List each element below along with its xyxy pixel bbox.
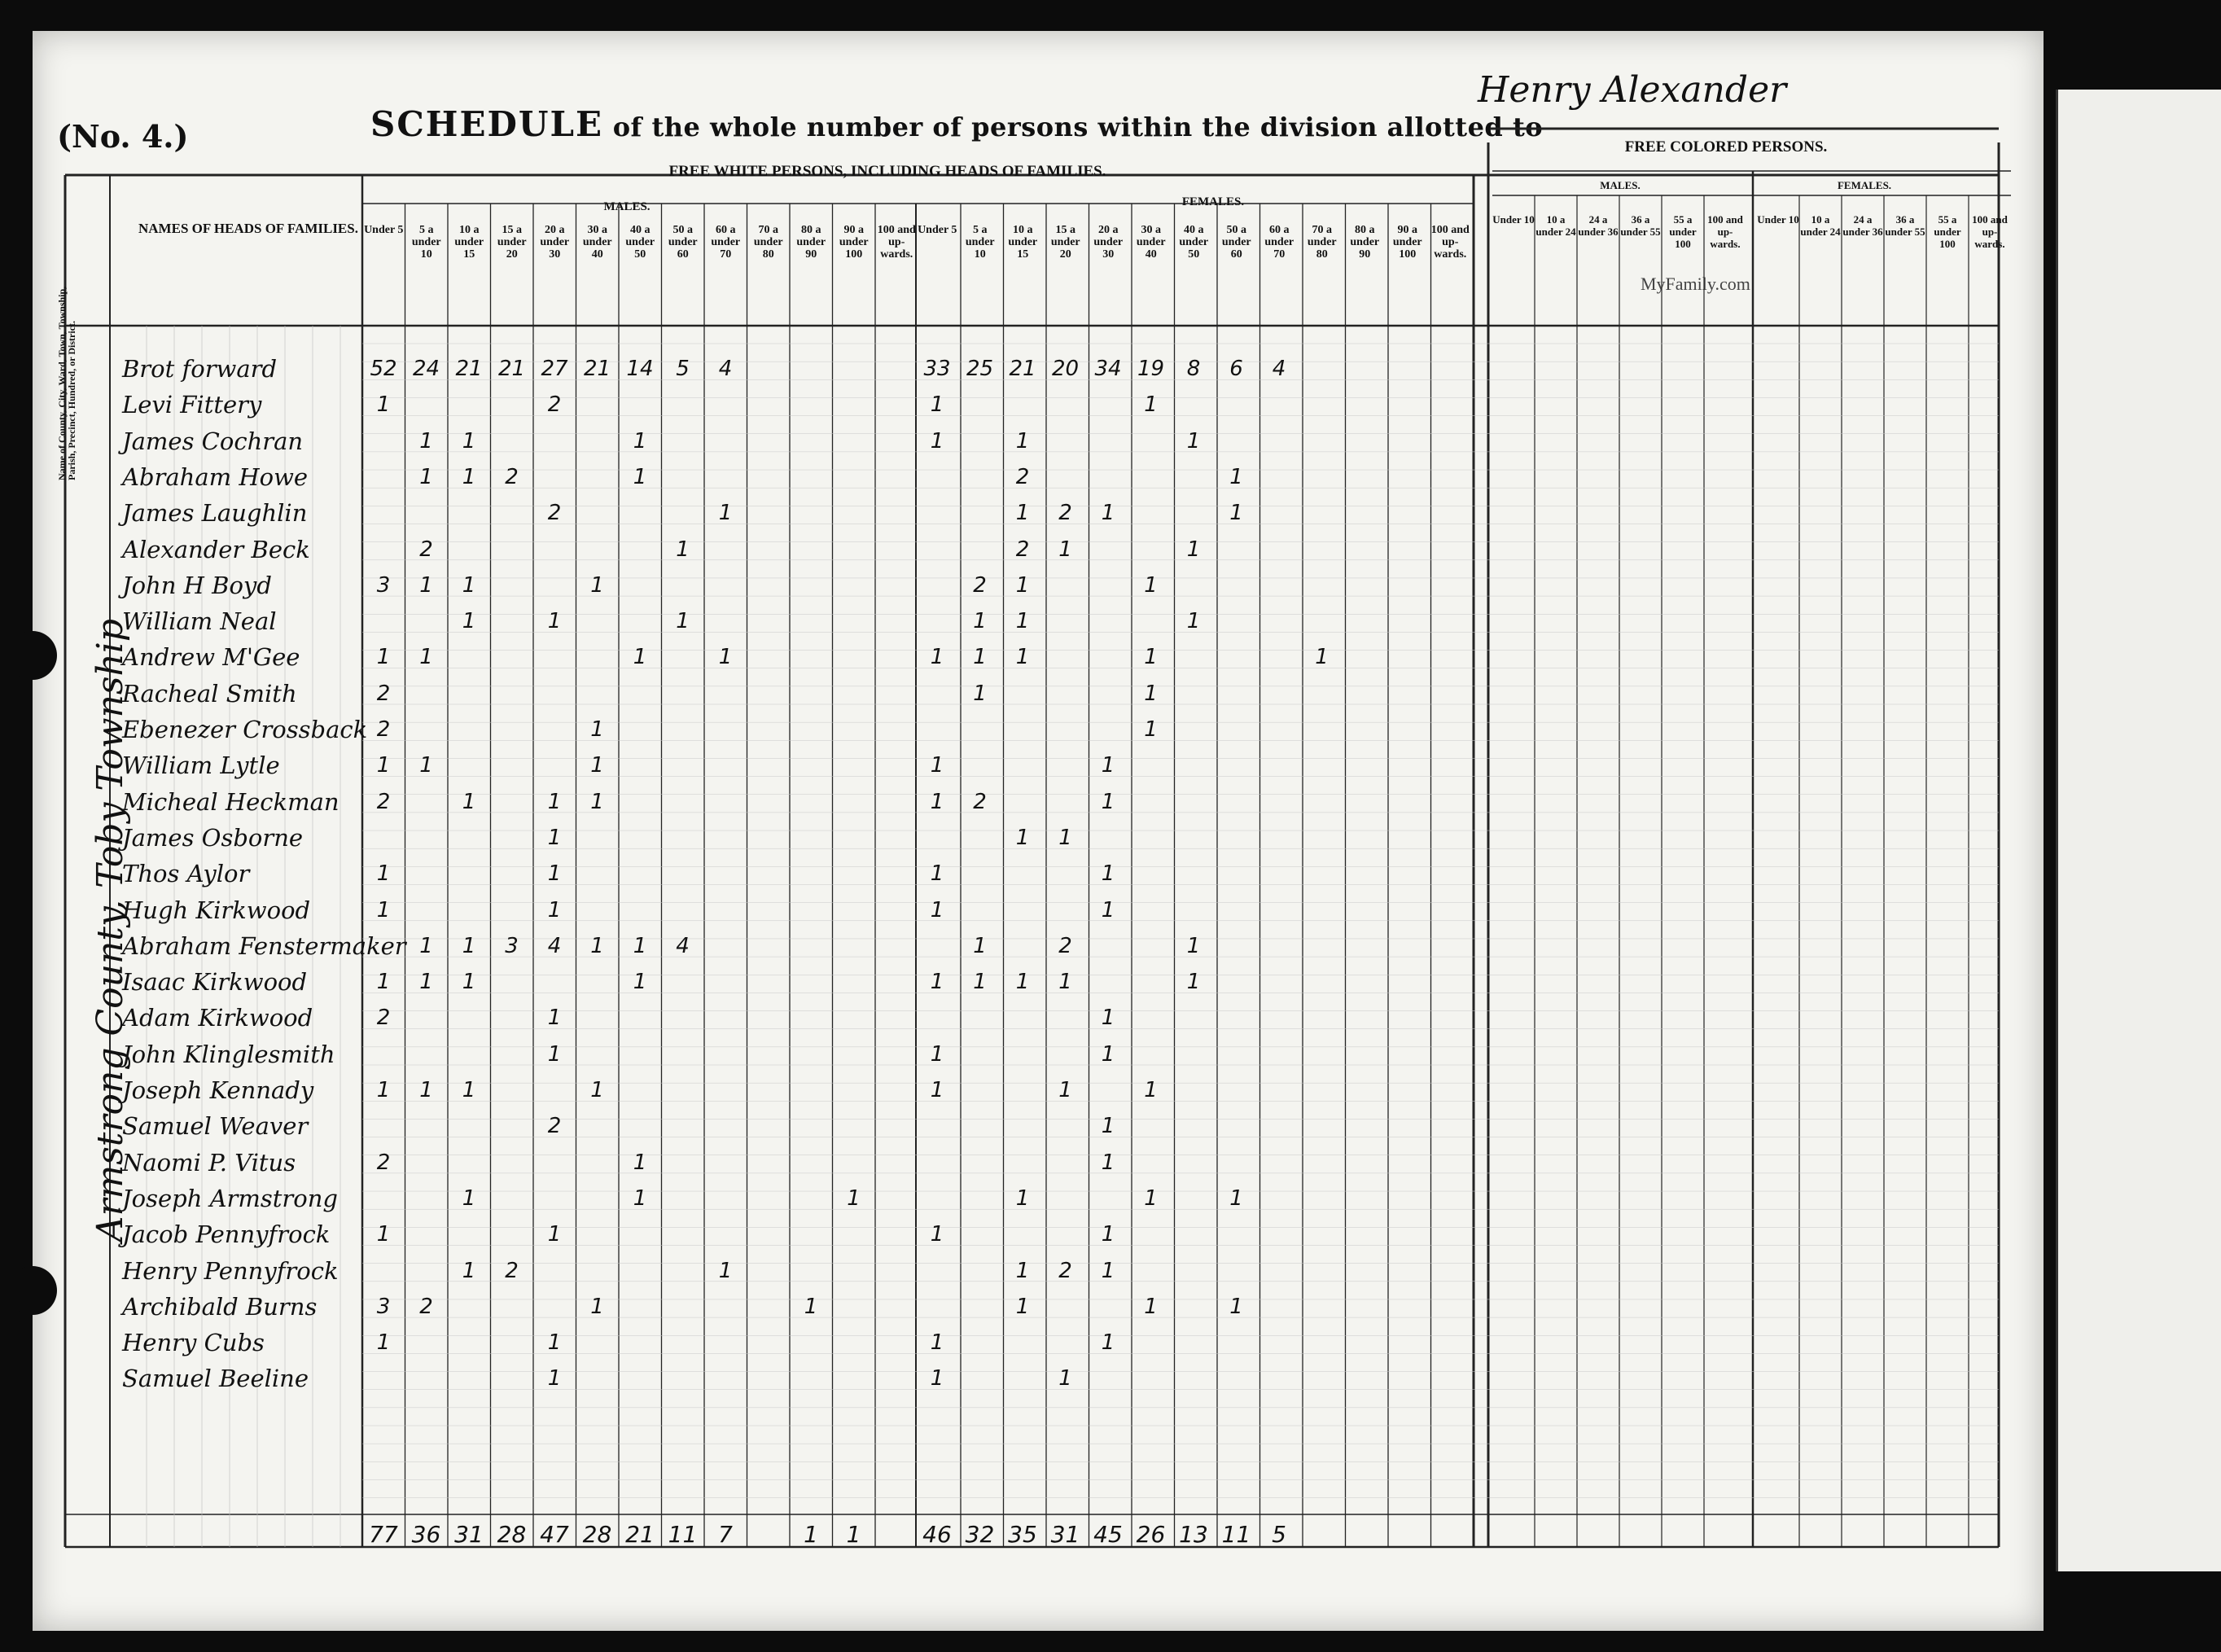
female-count-cell: 1 xyxy=(930,970,944,995)
colored-males-label: MALES. xyxy=(1600,179,1641,191)
female-count-cell: 1 xyxy=(1101,1114,1115,1139)
female-count-cell: 1 xyxy=(1229,501,1243,526)
female-count-cell: 1 xyxy=(973,933,987,958)
female-count-cell: 8 xyxy=(1186,357,1201,381)
white-female-age-header: 15 a under 20 xyxy=(1050,224,1080,261)
female-count-cell: 1 xyxy=(1186,970,1201,995)
female-count-cell: 1 xyxy=(1229,464,1243,489)
white-female-age-header: 80 a under 90 xyxy=(1350,224,1380,261)
male-count-cell: 1 xyxy=(847,1185,861,1211)
male-count-cell: 4 xyxy=(676,933,690,958)
female-count-cell: 2 xyxy=(1015,464,1030,489)
female-count-cell: 1 xyxy=(1015,501,1030,526)
male-count-cell: 1 xyxy=(547,1006,562,1031)
colored-male-age-header: 24 a under 36 xyxy=(1578,213,1619,238)
female-count-cell: 1 xyxy=(1101,1330,1115,1356)
male-count-cell: 3 xyxy=(376,1294,391,1319)
head-of-family-name: William Lytle xyxy=(122,752,280,780)
female-count-cell: 1 xyxy=(930,861,944,887)
male-count-cell: 1 xyxy=(590,789,604,814)
male-count-cell: 1 xyxy=(462,609,476,634)
female-count-cell: 1 xyxy=(930,753,944,778)
female-count-cell: 1 xyxy=(930,1222,944,1247)
head-of-family-name: William Neal xyxy=(122,607,277,636)
male-count-cell: 1 xyxy=(376,1078,391,1102)
male-count-cell: 1 xyxy=(547,1330,562,1356)
head-of-family-name: James Osborne xyxy=(122,823,304,852)
female-count-cell: 19 xyxy=(1137,357,1165,381)
male-count-cell: 21 xyxy=(583,357,611,381)
white-female-age-header: Under 5 xyxy=(918,224,957,236)
male-count-cell: 1 xyxy=(462,1185,476,1211)
male-total-cell: 28 xyxy=(582,1521,612,1548)
female-count-cell: 1 xyxy=(1101,753,1115,778)
free-white-header: FREE WHITE PERSONS, INCLUDING HEADS OF FAMILIES. xyxy=(668,163,1106,180)
white-female-age-header: 60 a under 70 xyxy=(1264,224,1294,261)
head-of-family-name: Hugh Kirkwood xyxy=(122,896,311,924)
male-count-cell: 2 xyxy=(419,537,433,562)
female-count-cell: 1 xyxy=(1101,861,1115,887)
male-count-cell: 1 xyxy=(547,789,562,814)
female-count-cell: 1 xyxy=(930,897,944,922)
female-count-cell: 1 xyxy=(1058,537,1072,562)
male-count-cell: 2 xyxy=(505,464,519,489)
free-colored-header: FREE COLORED PERSONS. xyxy=(1624,138,1828,156)
female-count-cell: 1 xyxy=(1186,428,1201,454)
male-count-cell: 1 xyxy=(376,897,391,922)
male-count-cell: 1 xyxy=(676,537,690,562)
female-count-cell: 1 xyxy=(973,609,987,634)
female-count-cell: 33 xyxy=(923,357,951,381)
female-count-cell: 2 xyxy=(973,572,987,598)
male-count-cell: 1 xyxy=(718,1258,733,1283)
male-count-cell: 1 xyxy=(376,861,391,887)
male-count-cell: 2 xyxy=(376,1150,391,1175)
female-count-cell: 1 xyxy=(1015,970,1030,995)
head-of-family-name: Racheal Smith xyxy=(122,679,297,708)
male-count-cell: 5 xyxy=(676,357,690,381)
female-count-cell: 21 xyxy=(1009,357,1036,381)
female-count-cell: 1 xyxy=(1144,645,1158,670)
male-count-cell: 1 xyxy=(590,1078,604,1102)
male-count-cell: 1 xyxy=(718,645,733,670)
white-female-age-header: 20 a under 30 xyxy=(1093,224,1124,261)
male-count-cell: 1 xyxy=(376,1222,391,1247)
male-count-cell: 1 xyxy=(718,501,733,526)
male-total-cell: 28 xyxy=(497,1521,527,1548)
male-count-cell: 1 xyxy=(376,1330,391,1356)
female-count-cell: 2 xyxy=(1058,501,1072,526)
male-count-cell: 1 xyxy=(590,933,604,958)
female-count-cell: 1 xyxy=(1015,645,1030,670)
colored-female-age-header: 24 a under 36 xyxy=(1842,213,1883,238)
head-of-family-name: Jacob Pennyfrock xyxy=(122,1220,331,1249)
male-count-cell: 2 xyxy=(505,1258,519,1283)
white-male-age-header: 50 a under 60 xyxy=(668,224,698,261)
male-count-cell: 3 xyxy=(376,572,391,598)
female-count-cell: 1 xyxy=(930,392,944,418)
female-count-cell: 1 xyxy=(973,645,987,670)
female-count-cell: 2 xyxy=(1058,1258,1072,1283)
female-count-cell: 1 xyxy=(930,645,944,670)
male-count-cell: 1 xyxy=(633,1185,647,1211)
colored-female-age-header: Under 10 xyxy=(1757,213,1799,226)
female-count-cell: 1 xyxy=(1015,825,1030,850)
male-count-cell: 14 xyxy=(626,357,654,381)
male-count-cell: 1 xyxy=(633,428,647,454)
head-of-family-name: Joseph Armstrong xyxy=(122,1184,338,1212)
female-total-cell: 26 xyxy=(1136,1521,1166,1548)
male-count-cell: 1 xyxy=(590,717,604,742)
male-count-cell: 1 xyxy=(462,970,476,995)
male-total-cell: 77 xyxy=(369,1521,398,1548)
male-count-cell: 1 xyxy=(676,609,690,634)
male-count-cell: 2 xyxy=(547,392,562,418)
female-count-cell: 1 xyxy=(1229,1294,1243,1319)
male-count-cell: 1 xyxy=(547,1222,562,1247)
female-count-cell: 34 xyxy=(1094,357,1122,381)
colored-female-age-header: 10 a under 24 xyxy=(1800,213,1841,238)
white-female-age-header: 100 and up-wards. xyxy=(1430,224,1470,261)
male-count-cell: 1 xyxy=(547,1366,562,1391)
males-label: MALES. xyxy=(603,200,651,213)
head-of-family-name: Andrew M'Gee xyxy=(122,643,300,672)
head-of-family-name: Adam Kirkwood xyxy=(122,1004,313,1032)
male-count-cell: 1 xyxy=(804,1294,818,1319)
colored-male-age-header: Under 10 xyxy=(1492,213,1535,226)
male-count-cell: 1 xyxy=(547,1041,562,1067)
male-count-cell: 3 xyxy=(505,933,519,958)
male-count-cell: 1 xyxy=(633,464,647,489)
female-count-cell: 1 xyxy=(1101,501,1115,526)
female-count-cell: 1 xyxy=(1144,572,1158,598)
male-count-cell: 1 xyxy=(419,645,433,670)
white-male-age-header: 20 a under 30 xyxy=(540,224,570,261)
head-of-family-name: Abraham Fenstermaker xyxy=(122,931,406,960)
male-count-cell: 21 xyxy=(497,357,526,381)
female-count-cell: 20 xyxy=(1051,357,1080,381)
female-total-cell: 32 xyxy=(965,1521,995,1548)
head-of-family-name: Naomi P. Vitus xyxy=(122,1148,296,1177)
head-of-family-name: Abraham Howe xyxy=(122,462,309,491)
head-of-family-name: James Cochran xyxy=(122,427,304,455)
female-count-cell: 1 xyxy=(1015,1185,1030,1211)
male-count-cell: 1 xyxy=(462,933,476,958)
female-total-cell: 11 xyxy=(1221,1521,1251,1548)
female-count-cell: 1 xyxy=(1186,933,1201,958)
male-count-cell: 52 xyxy=(370,357,397,381)
female-count-cell: 1 xyxy=(1015,572,1030,598)
white-male-age-header: 60 a under 70 xyxy=(711,224,741,261)
white-female-age-header: 40 a under 50 xyxy=(1179,224,1209,261)
female-count-cell: 1 xyxy=(1101,789,1115,814)
head-of-family-name: Samuel Beeline xyxy=(122,1365,309,1393)
document-number: (No. 4.) xyxy=(57,118,189,155)
district-column-label: Name of County, City, Ward, Town, Township, Parish, Precinct, Hundred, or District. xyxy=(56,286,77,480)
male-count-cell: 1 xyxy=(462,1258,476,1283)
female-total-cell: 45 xyxy=(1093,1521,1123,1548)
schedule-title-rest: of the whole number of persons within the division allotted to xyxy=(612,112,1544,142)
male-total-cell: 11 xyxy=(668,1521,698,1548)
female-count-cell: 1 xyxy=(1058,1078,1072,1102)
female-total-cell: 31 xyxy=(1050,1521,1080,1548)
head-of-family-name: Micheal Heckman xyxy=(122,787,340,816)
female-count-cell: 1 xyxy=(930,789,944,814)
township-label: Armstrong County, Toby Township xyxy=(90,619,131,1242)
female-count-cell: 1 xyxy=(1144,681,1158,706)
male-count-cell: 4 xyxy=(718,357,733,381)
schedule-word: SCHEDULE xyxy=(370,104,604,144)
female-count-cell: 1 xyxy=(1015,1258,1030,1283)
male-count-cell: 1 xyxy=(633,970,647,995)
male-count-cell: 27 xyxy=(541,357,568,381)
male-count-cell: 2 xyxy=(376,1006,391,1031)
male-count-cell: 1 xyxy=(419,933,433,958)
female-count-cell: 6 xyxy=(1229,357,1243,381)
female-count-cell: 1 xyxy=(1058,825,1072,850)
female-count-cell: 1 xyxy=(930,1078,944,1102)
male-count-cell: 1 xyxy=(462,464,476,489)
head-of-family-name: Henry Pennyfrock xyxy=(122,1256,339,1285)
white-male-age-header: 40 a under 50 xyxy=(625,224,655,261)
white-male-age-header: 5 a under 10 xyxy=(411,224,441,261)
head-of-family-name: John H Boyd xyxy=(122,571,272,599)
male-count-cell: 1 xyxy=(419,753,433,778)
male-total-cell: 31 xyxy=(454,1521,484,1548)
female-count-cell: 1 xyxy=(1101,1041,1115,1067)
head-of-family-name: Samuel Weaver xyxy=(122,1112,309,1141)
male-count-cell: 1 xyxy=(547,861,562,887)
head-of-family-name: John Klinglesmith xyxy=(122,1040,335,1068)
male-count-cell: 1 xyxy=(376,970,391,995)
male-count-cell: 1 xyxy=(633,1150,647,1175)
male-count-cell: 1 xyxy=(376,392,391,418)
white-male-age-header: 80 a under 90 xyxy=(796,224,826,261)
male-count-cell: 2 xyxy=(376,681,391,706)
colored-male-age-header: 36 a under 55 xyxy=(1620,213,1661,238)
colored-females-label: FEMALES. xyxy=(1837,179,1892,191)
female-count-cell: 25 xyxy=(966,357,994,381)
female-count-cell: 1 xyxy=(1144,392,1158,418)
female-count-cell: 1 xyxy=(930,1041,944,1067)
head-of-family-name: James Laughlin xyxy=(122,499,308,528)
female-count-cell: 1 xyxy=(1144,1294,1158,1319)
female-count-cell: 1 xyxy=(1101,1150,1115,1175)
white-female-age-header: 5 a under 10 xyxy=(965,224,995,261)
male-count-cell: 1 xyxy=(590,1294,604,1319)
colored-female-age-header: 36 a under 55 xyxy=(1885,213,1925,238)
female-count-cell: 1 xyxy=(1186,537,1201,562)
head-of-family-name: Levi Fittery xyxy=(122,391,262,419)
head-of-family-name: Henry Cubs xyxy=(122,1329,265,1357)
colored-male-age-header: 55 a under 100 xyxy=(1669,213,1697,250)
female-count-cell: 2 xyxy=(1015,537,1030,562)
male-count-cell: 1 xyxy=(590,753,604,778)
head-of-family-name: Brot forward xyxy=(122,355,278,383)
male-count-cell: 1 xyxy=(633,645,647,670)
female-count-cell: 1 xyxy=(1015,609,1030,634)
male-count-cell: 1 xyxy=(590,572,604,598)
female-count-cell: 1 xyxy=(1101,1258,1115,1283)
male-total-cell: 36 xyxy=(411,1521,441,1548)
head-of-family-name: Joseph Kennady xyxy=(122,1076,314,1104)
male-count-cell: 2 xyxy=(376,717,391,742)
male-count-cell: 1 xyxy=(462,428,476,454)
colored-female-age-header: 100 and up-wards. xyxy=(1972,213,2008,250)
female-count-cell: 1 xyxy=(973,970,987,995)
white-male-age-header: 100 and up-wards. xyxy=(877,224,916,261)
female-count-cell: 4 xyxy=(1272,357,1286,381)
male-count-cell: 21 xyxy=(455,357,483,381)
male-count-cell: 1 xyxy=(547,897,562,922)
male-count-cell: 1 xyxy=(419,464,433,489)
white-female-age-header: 30 a under 40 xyxy=(1136,224,1166,261)
female-total-cell: 13 xyxy=(1179,1521,1208,1548)
head-of-family-name: Archibald Burns xyxy=(122,1292,318,1321)
white-female-age-header: 90 a under 100 xyxy=(1392,224,1422,261)
white-female-age-header: 70 a under 80 xyxy=(1307,224,1337,261)
male-count-cell: 1 xyxy=(419,428,433,454)
female-count-cell: 1 xyxy=(973,681,987,706)
female-count-cell: 1 xyxy=(1229,1185,1243,1211)
male-total-cell: 21 xyxy=(625,1521,655,1548)
female-count-cell: 1 xyxy=(1315,645,1329,670)
male-count-cell: 1 xyxy=(376,753,391,778)
male-total-cell: 47 xyxy=(540,1521,569,1548)
male-total-cell: 1 xyxy=(804,1521,818,1548)
male-count-cell: 1 xyxy=(376,645,391,670)
white-male-age-header: 70 a under 80 xyxy=(753,224,783,261)
male-count-cell: 1 xyxy=(633,933,647,958)
white-male-age-header: 90 a under 100 xyxy=(839,224,869,261)
white-female-age-header: 10 a under 15 xyxy=(1008,224,1038,261)
head-of-family-name: Thos Aylor xyxy=(122,860,250,888)
female-count-cell: 1 xyxy=(1058,970,1072,995)
female-total-cell: 46 xyxy=(922,1521,952,1548)
male-count-cell: 2 xyxy=(547,501,562,526)
head-of-family-name: Ebenezer Crossback xyxy=(122,716,368,743)
female-count-cell: 1 xyxy=(1144,1078,1158,1102)
male-total-cell: 7 xyxy=(718,1521,733,1548)
male-count-cell: 1 xyxy=(419,970,433,995)
male-count-cell: 1 xyxy=(547,609,562,634)
female-count-cell: 1 xyxy=(1015,428,1030,454)
colored-male-age-header: 100 and up-wards. xyxy=(1707,213,1743,250)
female-count-cell: 2 xyxy=(973,789,987,814)
female-count-cell: 1 xyxy=(1101,897,1115,922)
female-count-cell: 1 xyxy=(930,1330,944,1356)
male-count-cell: 1 xyxy=(547,825,562,850)
male-count-cell: 1 xyxy=(462,789,476,814)
male-count-cell: 4 xyxy=(547,933,562,958)
female-total-cell: 5 xyxy=(1272,1521,1286,1548)
female-count-cell: 1 xyxy=(1101,1006,1115,1031)
male-total-cell: 1 xyxy=(846,1521,861,1548)
female-total-cell: 35 xyxy=(1008,1521,1037,1548)
male-count-cell: 2 xyxy=(376,789,391,814)
enumerator-name: Henry Alexander xyxy=(1478,69,1787,111)
male-count-cell: 2 xyxy=(547,1114,562,1139)
female-count-cell: 1 xyxy=(1144,717,1158,742)
colored-female-age-header: 55 a under 100 xyxy=(1934,213,1961,250)
female-count-cell: 1 xyxy=(1144,1185,1158,1211)
female-count-cell: 1 xyxy=(1015,1294,1030,1319)
male-count-cell: 1 xyxy=(462,1078,476,1102)
male-count-cell: 1 xyxy=(419,572,433,598)
females-label: FEMALES. xyxy=(1181,195,1245,208)
male-count-cell: 1 xyxy=(462,572,476,598)
head-of-family-name: Isaac Kirkwood xyxy=(122,968,308,997)
male-count-cell: 24 xyxy=(412,357,440,381)
female-count-cell: 2 xyxy=(1058,933,1072,958)
white-male-age-header: 15 a under 20 xyxy=(497,224,527,261)
female-count-cell: 1 xyxy=(1101,1222,1115,1247)
male-count-cell: 2 xyxy=(419,1294,433,1319)
head-of-family-name: Alexander Beck xyxy=(122,535,310,563)
colored-male-age-header: 10 a under 24 xyxy=(1535,213,1576,238)
white-male-age-header: Under 5 xyxy=(364,224,404,236)
watermark: MyFamily.com xyxy=(1641,274,1750,294)
white-male-age-header: 30 a under 40 xyxy=(582,224,612,261)
male-count-cell: 1 xyxy=(419,1078,433,1102)
white-female-age-header: 50 a under 60 xyxy=(1221,224,1251,261)
female-count-cell: 1 xyxy=(1058,1366,1072,1391)
white-male-age-header: 10 a under 15 xyxy=(454,224,484,261)
female-count-cell: 1 xyxy=(930,428,944,454)
female-count-cell: 1 xyxy=(930,1366,944,1391)
female-count-cell: 1 xyxy=(1186,609,1201,634)
names-header: NAMES OF HEADS OF FAMILIES. xyxy=(138,221,358,236)
